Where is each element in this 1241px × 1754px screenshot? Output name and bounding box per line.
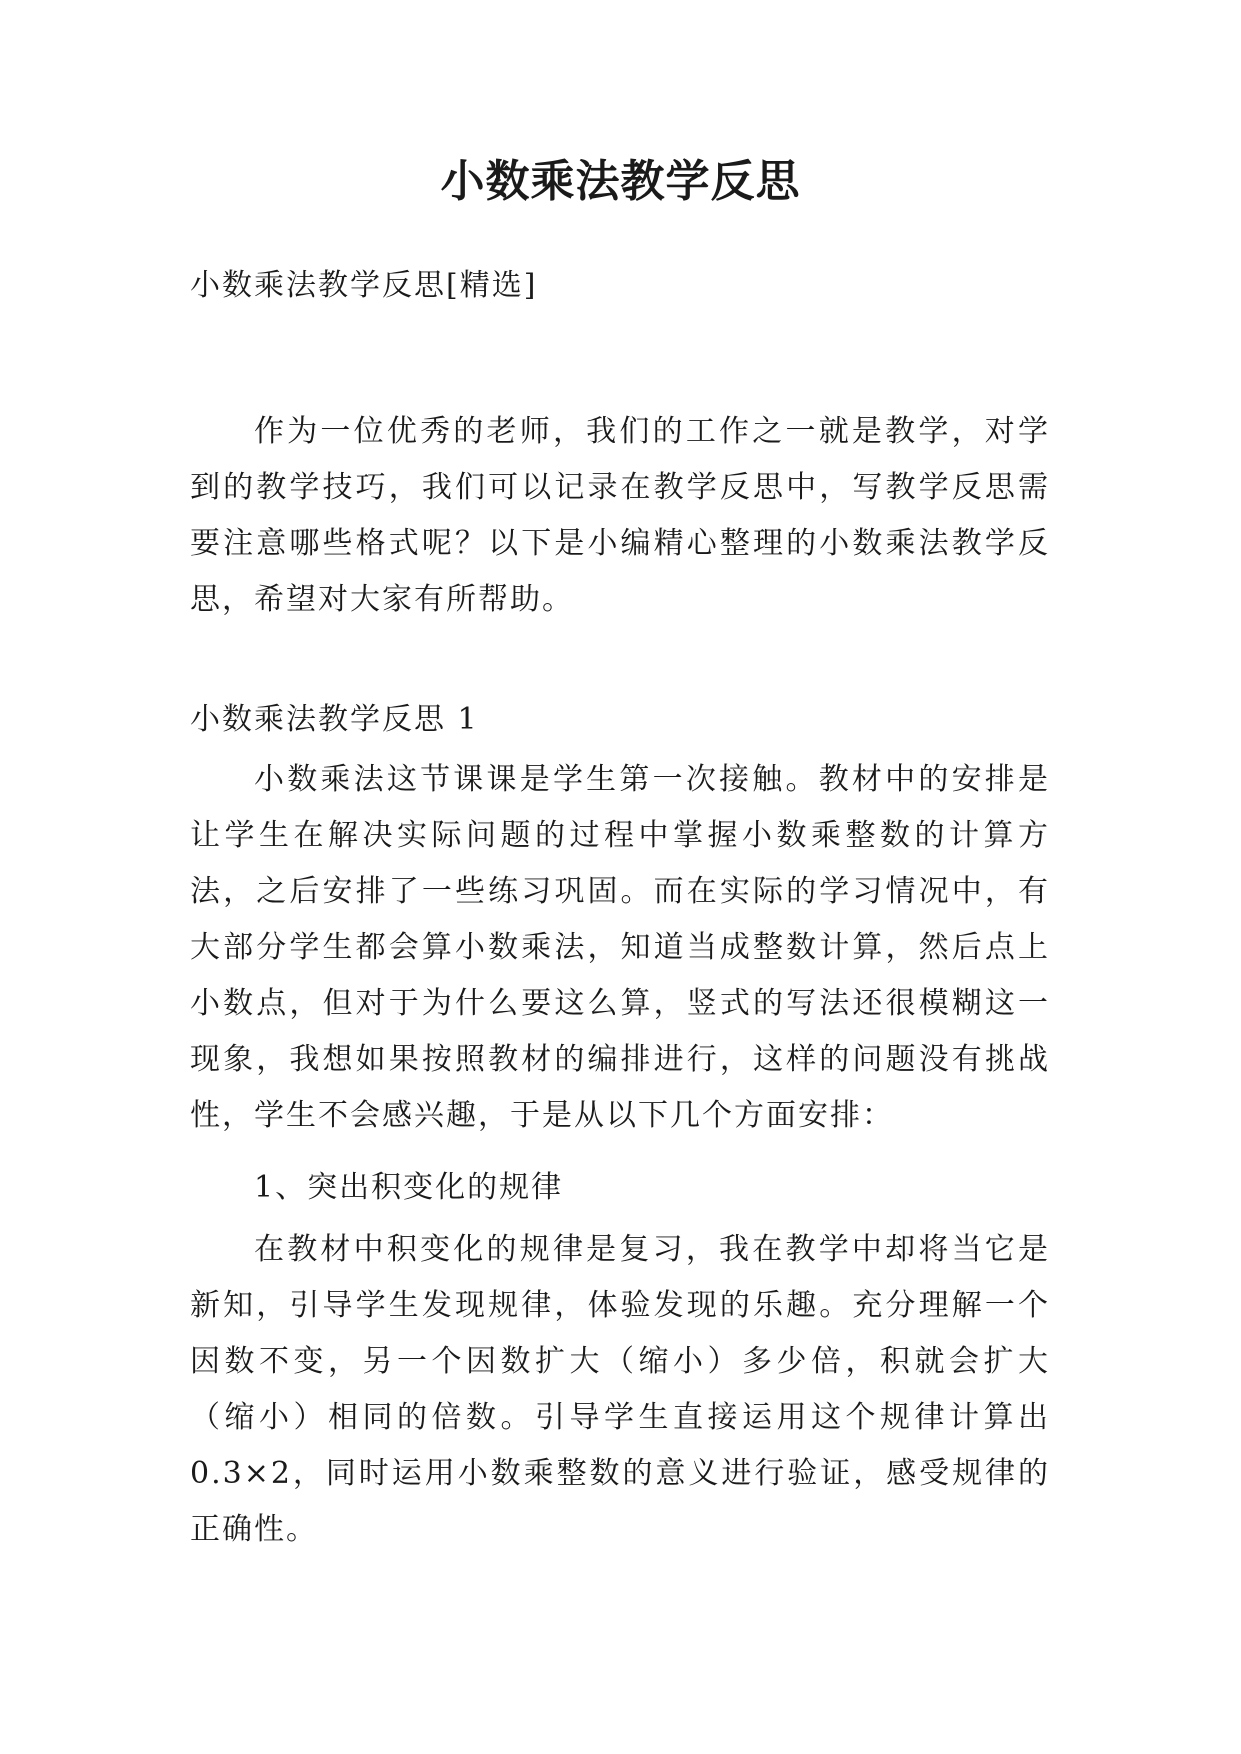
section-heading: 小数乘法教学反思 1 <box>190 702 479 737</box>
body-paragraph: 小数乘法这节课课是学生第一次接触。教材中的安排是让学生在解决实际问题的过程中掌握小数乘整数的计算方法，之后安排了一些练习巩固。而在实际的学习情况中，有大部分学生都会算小数乘法，知道当成整数计算，然后点上小数点，但对于为什么要这么算，竖式的写法还很模糊这一现象，我想如果按照教材的编排进行，这样的问题没有挑战性，学生不会感兴趣，于是从以下几个方面安排： <box>190 762 1050 1133</box>
document-subtitle: 小数乘法教学反思[精选] <box>190 268 538 303</box>
document-title: 小数乘法教学反思 <box>440 156 801 207</box>
point-paragraph: 在教材中积变化的规律是复习，我在教学中却将当它是新知，引导学生发现规律，体验发现的乐趣。充分理解一个因数不变，另一个因数扩大（缩小）多少倍，积就会扩大（缩小）相同的倍数。引导学生直接运用这个规律计算出0.3×2，同时运用小数乘整数的意义进行验证，感受规律的正确性。 <box>190 1232 1050 1547</box>
point-heading: 1、突出积变化的规律 <box>254 1170 564 1205</box>
intro-paragraph: 作为一位优秀的老师，我们的工作之一就是教学，对学到的教学技巧，我们可以记录在教学反思中，写教学反思需要注意哪些格式呢？以下是小编精心整理的小数乘法教学反思，希望对大家有所帮助。 <box>190 414 1050 617</box>
